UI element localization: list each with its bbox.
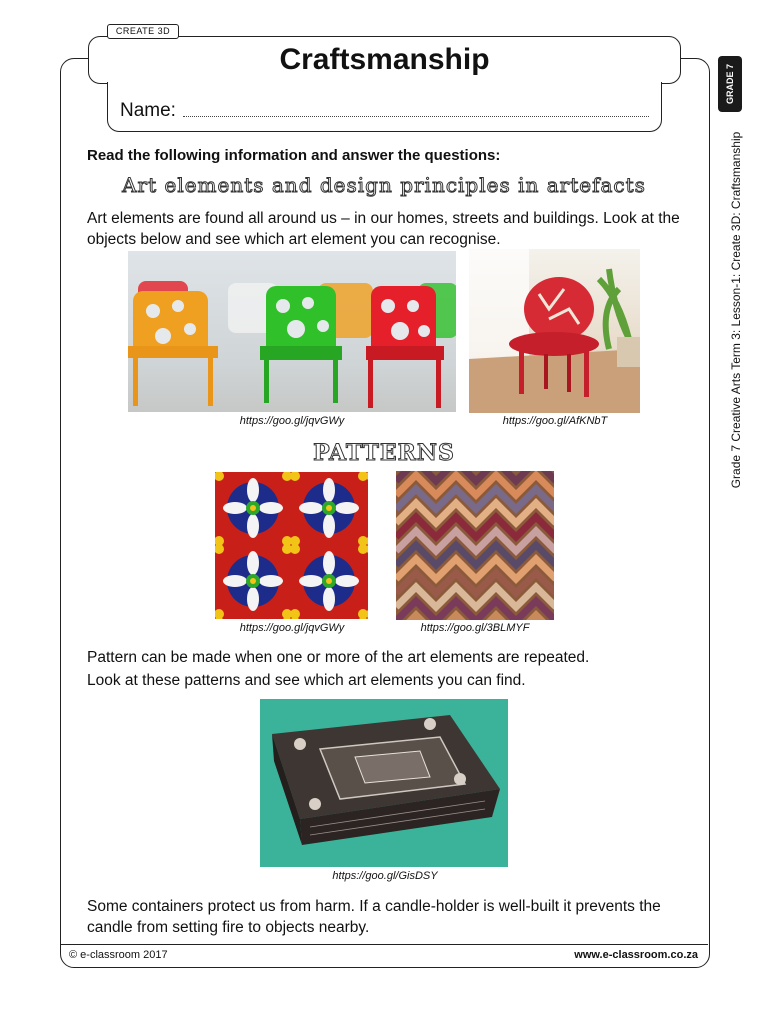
pattern1-caption: https://goo.gl/jqvGWy (239, 622, 345, 634)
title-box (88, 36, 681, 84)
chairs-image (128, 251, 456, 412)
subheading: Art elements and design principles in artefacts (122, 173, 646, 197)
side-caption: Grade 7 Creative Arts Term 3: Lesson-1: Create 3D: Craftsmanship (729, 131, 743, 489)
page-title: Craftsmanship (279, 43, 490, 76)
pattern2-caption: https://goo.gl/3BLMYF (420, 622, 530, 634)
red-chair-caption: https://goo.gl/AfKNbT (502, 415, 608, 427)
box-image (260, 699, 508, 867)
website-link[interactable]: www.e-classroom.co.za (574, 949, 698, 961)
copyright: © e-classroom 2017 (69, 949, 168, 961)
footer-rule (60, 944, 708, 945)
paragraph-2-line-1: Pattern can be made when one or more of the art elements are repeated. (87, 649, 590, 666)
section-tab: CREATE 3D (107, 24, 179, 39)
box-caption: https://goo.gl/GisDSY (332, 870, 438, 882)
grade-tab (718, 56, 742, 112)
paragraph-2 (87, 647, 687, 691)
name-box (107, 82, 662, 132)
patterns-heading: PATTERNS (313, 440, 455, 466)
instruction: Read the following information and answer the questions: (87, 147, 501, 164)
pattern-image-floral (215, 472, 368, 619)
paragraph-2-line-2: Look at these patterns and see which art elements you can find. (87, 672, 526, 689)
pattern-image-zigzag (396, 471, 554, 620)
chairs-caption: https://goo.gl/jqvGWy (239, 415, 345, 427)
grade-tab-label: GRADE 7 (725, 63, 735, 105)
paragraph-1: Art elements are found all around us – in our homes, streets and buildings. Look at the objects below and see which art element you can recognise. (87, 210, 680, 248)
name-label: Name: (120, 100, 176, 121)
name-field[interactable] (183, 116, 649, 117)
paragraph-3: Some containers protect us from harm. If a candle-holder is well-built it prevents the candle from setting fire to objects nearby. (87, 898, 661, 936)
red-chair-image (469, 249, 640, 413)
